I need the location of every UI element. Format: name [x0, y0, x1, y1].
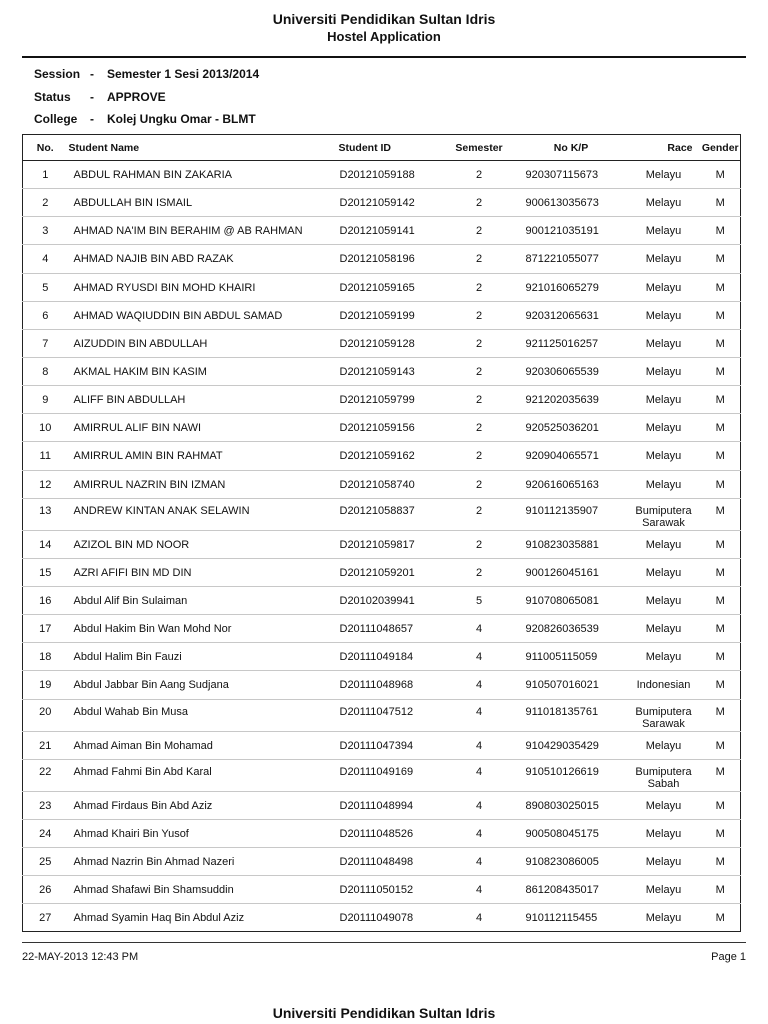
cell-student-name: ALIFF BIN ABDULLAH: [68, 386, 336, 414]
cell-gender: M: [701, 386, 741, 414]
cell-no: 16: [23, 586, 68, 614]
report-header: [0, 10, 768, 45]
cell-semester: 4: [475, 912, 483, 925]
table-row: [23, 530, 741, 558]
cell-student-id: D20121059199: [336, 301, 443, 329]
race-line: Melayu: [645, 394, 682, 407]
cell-student-name: AZIZOL BIN MD NOOR: [68, 530, 336, 558]
cell-gender: M: [701, 329, 741, 357]
table-row: [23, 245, 741, 273]
cell-no: 12: [23, 470, 68, 498]
cell-kp: 910112115455: [525, 912, 598, 925]
cell-student-name: AHMAD NAJIB BIN ABD RAZAK: [68, 245, 336, 273]
table-row: [23, 558, 741, 586]
cell-semester: 4: [443, 791, 516, 819]
col-header-no: No.: [23, 135, 68, 161]
table-row: [23, 876, 741, 904]
cell-student-name: Ahmad Khairi Bin Yusof: [68, 819, 336, 847]
cell-semester: 4: [443, 643, 516, 671]
table-row: [23, 161, 741, 189]
cell-gender: M: [701, 189, 741, 217]
cell-semester: 4: [443, 671, 516, 699]
cell-gender: M: [701, 643, 741, 671]
race-line: Melayu: [645, 422, 682, 435]
cell-kp: 900126045161: [516, 558, 627, 586]
cell-semester: 4: [443, 731, 516, 759]
race-line: Melayu: [645, 884, 682, 897]
cell-semester: 4: [443, 615, 516, 643]
cell-student-id: D20121059162: [336, 442, 443, 470]
cell-student-name: ANDREW KINTAN ANAK SELAWIN: [68, 498, 336, 530]
cell-semester: 2: [443, 498, 516, 530]
cell-gender: M: [701, 414, 741, 442]
cell-kp: 920525036201: [516, 414, 627, 442]
col-header-semester: Semester: [443, 135, 516, 161]
race-line: Melayu: [645, 912, 682, 925]
table-row: [23, 189, 741, 217]
cell-student-name: Abdul Alif Bin Sulaiman: [68, 586, 336, 614]
cell-no: 17: [23, 615, 68, 643]
table-row: [23, 301, 741, 329]
page-number: Page 1: [711, 951, 746, 963]
cell-no: 15: [23, 558, 68, 586]
cell-race: [627, 791, 701, 819]
meta-value: Semester 1 Sesi 2013/2014: [107, 67, 260, 81]
table-row: [23, 498, 741, 530]
cell-kp: 920904065571: [516, 442, 627, 470]
meta-separator: -: [90, 89, 94, 104]
table-row: [23, 357, 741, 385]
cell-semester: 2: [443, 329, 516, 357]
cell-student-id: D20111050152: [336, 876, 443, 904]
col-header-kp: No K/P: [516, 135, 627, 161]
cell-no: 3: [23, 217, 68, 245]
meta-label: Session: [34, 67, 81, 81]
cell-student-name: Ahmad Syamin Haq Bin Abdul Aziz: [73, 912, 245, 925]
table-row: [23, 731, 741, 759]
col-header-gender: Gender: [701, 135, 741, 161]
cell-gender: M: [701, 161, 741, 189]
cell-race: [627, 414, 701, 442]
cell-semester: 2: [443, 217, 516, 245]
cell-student-name: AKMAL HAKIM BIN KASIM: [68, 357, 336, 385]
cell-race: [627, 442, 701, 470]
cell-student-id: D20111048526: [336, 819, 443, 847]
cell-kp: 921202035639: [516, 386, 627, 414]
footer-divider: [22, 942, 746, 943]
cell-kp: 910429035429: [516, 731, 627, 759]
cell-no: 24: [23, 819, 68, 847]
race-line: Bumiputera: [635, 765, 692, 778]
cell-gender: M: [701, 671, 741, 699]
cell-no: 13: [23, 498, 68, 530]
cell-no: 5: [23, 273, 68, 301]
cell-student-id: D20111048968: [336, 671, 443, 699]
cell-no: 11: [23, 442, 68, 470]
cell-student-name: Ahmad Fahmi Bin Abd Karal: [68, 759, 336, 791]
cell-gender: M: [701, 301, 741, 329]
cell-no: 6: [23, 301, 68, 329]
table-row: [23, 329, 741, 357]
cell-gender: M: [701, 819, 741, 847]
table-header-row: [23, 135, 741, 161]
meta-status: [34, 90, 259, 113]
cell-race: [627, 759, 701, 791]
table-row: [23, 699, 741, 731]
meta-session: [34, 67, 259, 90]
cell-student-id: D20111049169: [336, 759, 443, 791]
cell-student-name: AMIRRUL NAZRIN BIN IZMAN: [68, 470, 336, 498]
table-row: [23, 759, 741, 791]
cell-student-id: D20111049078: [339, 912, 414, 925]
cell-semester: 2: [443, 189, 516, 217]
cell-race: [627, 329, 701, 357]
cell-student-name: Ahmad Shafawi Bin Shamsuddin: [68, 876, 336, 904]
cell-semester: 5: [443, 586, 516, 614]
cell-no: 23: [23, 791, 68, 819]
cell-race: [627, 558, 701, 586]
race-line: Sabah: [647, 777, 680, 790]
race-line: Bumiputera: [635, 705, 692, 718]
race-line: Melayu: [645, 827, 682, 840]
cell-no: 10: [23, 414, 68, 442]
cell-kp: 900508045175: [516, 819, 627, 847]
cell-semester: 4: [443, 819, 516, 847]
cell-no: 26: [23, 876, 68, 904]
cell-student-name: AMIRRUL AMIN BIN RAHMAT: [68, 442, 336, 470]
cell-student-id: D20121059141: [336, 217, 443, 245]
cell-no: 20: [23, 699, 68, 731]
col-header-race: Race: [627, 135, 701, 161]
cell-student-id: D20111047394: [336, 731, 443, 759]
cell-race: [627, 217, 701, 245]
race-line: Melayu: [645, 365, 682, 378]
cell-no: 18: [23, 643, 68, 671]
cell-student-id: D20102039941: [336, 586, 443, 614]
race-line: Melayu: [645, 225, 682, 238]
race-line: Melayu: [645, 651, 682, 664]
cell-student-id: D20121059156: [336, 414, 443, 442]
cell-semester: 2: [443, 161, 516, 189]
cell-race: [627, 731, 701, 759]
cell-kp: 861208435017: [516, 876, 627, 904]
meta-separator: -: [90, 112, 94, 126]
university-name: Universiti Pendidikan Sultan Idris: [272, 11, 496, 27]
cell-gender: M: [701, 530, 741, 558]
cell-race: [627, 876, 701, 904]
race-line: Melayu: [645, 253, 682, 266]
meta-value: APPROVE: [107, 89, 166, 104]
cell-student-name: Ahmad Nazrin Bin Ahmad Nazeri: [68, 847, 336, 875]
print-timestamp: 22-MAY-2013 12:43 PM: [22, 951, 139, 963]
cell-student-name: AZRI AFIFI BIN MD DIN: [68, 558, 336, 586]
race-line: Indonesian: [636, 679, 691, 692]
cell-no: 22: [23, 759, 68, 791]
cell-semester: 4: [443, 847, 516, 875]
meta-label: College: [34, 112, 78, 126]
next-page-header: Universiti Pendidikan Sultan Idris: [272, 1005, 496, 1021]
table-row: [23, 273, 741, 301]
cell-gender: M: [701, 470, 741, 498]
table-row: [23, 470, 741, 498]
cell-kp: 921125016257: [516, 329, 627, 357]
table-row: [23, 217, 741, 245]
cell-kp: 920306065539: [516, 357, 627, 385]
col-header-name: Student Name: [68, 135, 336, 161]
cell-student-name: Abdul Hakim Bin Wan Mohd Nor: [68, 615, 336, 643]
cell-no: 25: [23, 847, 68, 875]
cell-gender: M: [701, 273, 741, 301]
race-line: Melayu: [645, 594, 682, 607]
cell-gender: M: [701, 847, 741, 875]
cell-kp: 911005115059: [516, 643, 627, 671]
cell-student-id: D20111048657: [336, 615, 443, 643]
cell-student-id: D20121059188: [336, 161, 443, 189]
student-table: [22, 134, 741, 932]
cell-gender: M: [701, 498, 741, 530]
cell-no: 21: [23, 731, 68, 759]
cell-kp: 910823086005: [516, 847, 627, 875]
race-line: Melayu: [645, 566, 682, 579]
cell-semester: 2: [443, 470, 516, 498]
cell-semester: 4: [443, 876, 516, 904]
cell-race: [627, 189, 701, 217]
report-title: Hostel Application: [327, 29, 441, 44]
cell-student-id: D20111047512: [336, 699, 443, 731]
race-line: Sarawak: [642, 717, 685, 730]
cell-student-id: D20121059143: [336, 357, 443, 385]
cell-student-id: D20121058740: [336, 470, 443, 498]
cell-kp: 920312065631: [516, 301, 627, 329]
cell-semester: 2: [443, 245, 516, 273]
race-line: Melayu: [645, 450, 682, 463]
cell-semester: 2: [443, 386, 516, 414]
cell-race: [627, 847, 701, 875]
cell-kp: 871221055077: [516, 245, 627, 273]
cell-student-name: Abdul Halim Bin Fauzi: [68, 643, 336, 671]
cell-kp: 920307115673: [516, 161, 627, 189]
cell-no: 19: [23, 671, 68, 699]
cell-gender: M: [701, 357, 741, 385]
race-line: Melayu: [645, 197, 682, 210]
col-header-student-id: Student ID: [336, 135, 443, 161]
cell-student-id: D20111048994: [336, 791, 443, 819]
table-row: [23, 904, 741, 932]
cell-race: [627, 530, 701, 558]
cell-race: [627, 386, 701, 414]
cell-no: 2: [23, 189, 68, 217]
cell-semester: 4: [443, 699, 516, 731]
header-divider: [22, 56, 746, 58]
cell-student-id: D20121059799: [336, 386, 443, 414]
cell-student-name: Ahmad Firdaus Bin Abd Aziz: [68, 791, 336, 819]
table-row: [23, 847, 741, 875]
cell-race: [627, 245, 701, 273]
race-line: Melayu: [645, 855, 682, 868]
cell-no: 1: [23, 161, 68, 189]
table-row: [23, 442, 741, 470]
cell-kp: 900613035673: [516, 189, 627, 217]
cell-semester: 2: [443, 301, 516, 329]
cell-kp: 890803025015: [516, 791, 627, 819]
cell-gender: M: [701, 791, 741, 819]
cell-student-name: Abdul Jabbar Bin Aang Sudjana: [68, 671, 336, 699]
cell-race: [627, 273, 701, 301]
cell-student-name: AHMAD RYUSDI BIN MOHD KHAIRI: [68, 273, 336, 301]
cell-race: [627, 615, 701, 643]
table-row: [23, 414, 741, 442]
table-body: [23, 161, 741, 932]
race-line: Melayu: [645, 623, 682, 636]
table-row: [23, 791, 741, 819]
meta-value: Kolej Ungku Omar - BLMT: [107, 112, 256, 126]
table-row: [23, 819, 741, 847]
table-row: [23, 671, 741, 699]
cell-race: [627, 470, 701, 498]
cell-student-name: ABDUL RAHMAN BIN ZAKARIA: [68, 161, 336, 189]
cell-no: 4: [23, 245, 68, 273]
meta-college: [34, 112, 259, 135]
cell-kp: 910510126619: [516, 759, 627, 791]
cell-race: [627, 357, 701, 385]
cell-kp: 921016065279: [516, 273, 627, 301]
race-line: Melayu: [645, 739, 682, 752]
cell-no: 9: [23, 386, 68, 414]
table-row: [23, 386, 741, 414]
race-line: Melayu: [645, 309, 682, 322]
cell-student-id: D20111048498: [336, 847, 443, 875]
cell-race: [627, 643, 701, 671]
meta-label: Status: [34, 89, 71, 104]
cell-student-name: AIZUDDIN BIN ABDULLAH: [68, 329, 336, 357]
cell-no: 14: [23, 530, 68, 558]
cell-student-name: AHMAD WAQIUDDIN BIN ABDUL SAMAD: [68, 301, 336, 329]
table-row: [23, 615, 741, 643]
cell-kp: 920826036539: [516, 615, 627, 643]
table-row: [23, 643, 741, 671]
cell-kp: 900121035191: [516, 217, 627, 245]
cell-semester: 4: [443, 759, 516, 791]
meta-separator: -: [90, 67, 94, 81]
cell-kp: 910708065081: [516, 586, 627, 614]
race-line: Bumiputera: [635, 504, 692, 517]
cell-gender: M: [701, 586, 741, 614]
cell-student-id: D20121058196: [336, 245, 443, 273]
cell-student-id: D20121059142: [336, 189, 443, 217]
cell-semester: 2: [443, 357, 516, 385]
cell-gender: M: [701, 442, 741, 470]
cell-kp: 910112135907: [516, 498, 627, 530]
cell-student-name: AHMAD NA'IM BIN BERAHIM @ AB RAHMAN: [68, 217, 336, 245]
cell-gender: M: [701, 759, 741, 791]
cell-race: [627, 671, 701, 699]
cell-gender: M: [715, 912, 725, 925]
cell-student-id: D20121059201: [336, 558, 443, 586]
cell-race: [627, 161, 701, 189]
cell-semester: 2: [443, 273, 516, 301]
cell-race: [627, 301, 701, 329]
cell-student-name: Abdul Wahab Bin Musa: [68, 699, 336, 731]
cell-semester: 2: [443, 558, 516, 586]
cell-gender: M: [701, 217, 741, 245]
cell-gender: M: [701, 558, 741, 586]
cell-student-id: D20111049184: [336, 643, 443, 671]
cell-kp: 910823035881: [516, 530, 627, 558]
cell-gender: M: [701, 731, 741, 759]
race-line: Melayu: [645, 337, 682, 350]
cell-student-name: ABDULLAH BIN ISMAIL: [68, 189, 336, 217]
race-line: Melayu: [645, 799, 682, 812]
race-line: Sarawak: [642, 516, 685, 529]
cell-kp: 911018135761: [516, 699, 627, 731]
cell-no: 8: [23, 357, 68, 385]
cell-gender: M: [701, 245, 741, 273]
cell-kp: 920616065163: [516, 470, 627, 498]
cell-student-name: Ahmad Aiman Bin Mohamad: [68, 731, 336, 759]
cell-student-id: D20121059165: [336, 273, 443, 301]
cell-gender: M: [701, 699, 741, 731]
cell-race: [627, 904, 701, 932]
cell-student-name: AMIRRUL ALIF BIN NAWI: [68, 414, 336, 442]
cell-gender: M: [701, 615, 741, 643]
cell-semester: 2: [443, 530, 516, 558]
cell-kp: 910507016021: [516, 671, 627, 699]
cell-student-id: D20121059817: [336, 530, 443, 558]
cell-race: [627, 498, 701, 530]
cell-race: [627, 819, 701, 847]
cell-race: [627, 699, 701, 731]
cell-race: [627, 586, 701, 614]
race-line: Melayu: [645, 281, 682, 294]
cell-gender: M: [701, 876, 741, 904]
cell-no: 7: [23, 329, 68, 357]
cell-student-id: D20121058837: [336, 498, 443, 530]
report-meta: [34, 67, 259, 135]
race-line: Melayu: [645, 538, 682, 551]
cell-student-id: D20121059128: [336, 329, 443, 357]
race-line: Melayu: [645, 169, 682, 181]
cell-semester: 2: [443, 442, 516, 470]
cell-semester: 2: [443, 414, 516, 442]
race-line: Melayu: [645, 478, 682, 491]
cell-no: 27: [39, 912, 52, 925]
table-row: [23, 586, 741, 614]
